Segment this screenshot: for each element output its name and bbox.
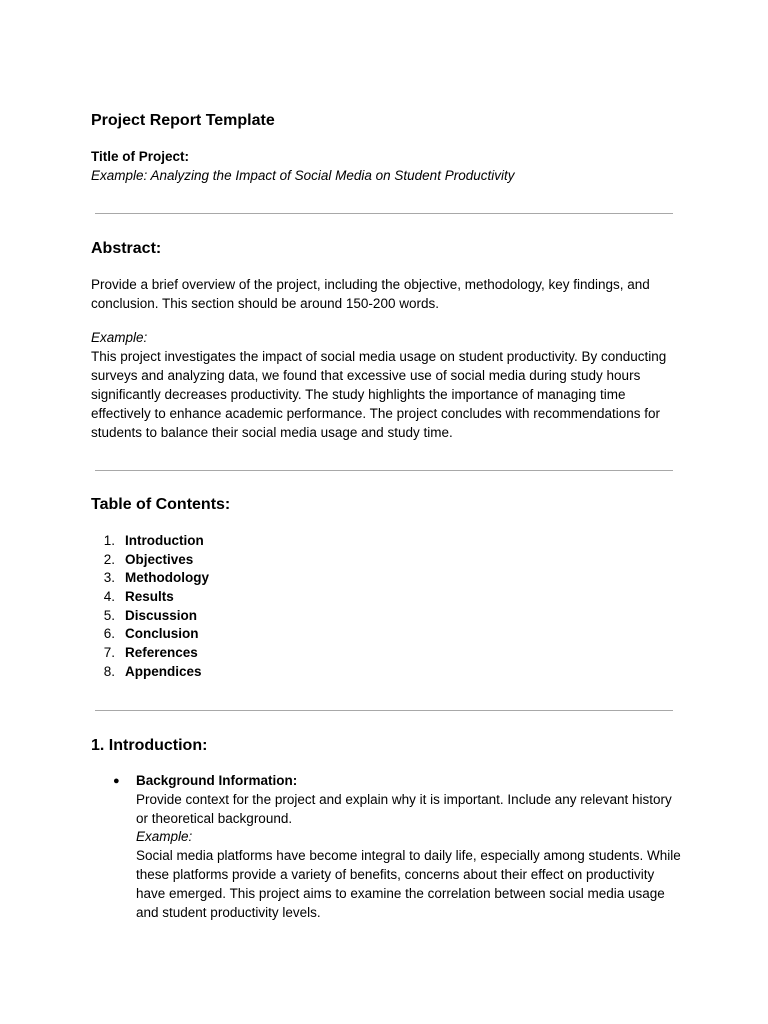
toc-item-label: Methodology: [125, 570, 209, 586]
toc-item-label: Introduction: [125, 533, 204, 548]
list-item: [91, 772, 681, 922]
document-title: Project Report Template: [91, 112, 275, 129]
toc-item-number: 8.: [103, 663, 115, 679]
abstract-example: [91, 328, 681, 442]
toc-item-results[interactable]: [91, 588, 209, 607]
toc-item-conclusion[interactable]: [91, 625, 209, 644]
toc-item-number: 2.: [103, 551, 115, 567]
bullet-text: Provide context for the project and explain why it is important. Include any relevant history or theoretical background.: [136, 791, 672, 826]
introduction-bullet-list: [91, 772, 681, 922]
toc-item-appendices[interactable]: [91, 663, 209, 682]
toc-item-label: References: [125, 645, 198, 661]
bullet-example-text: Social media platforms have become integral to daily life, especially among students. While these platforms provide a variety of benefits, concerns about their effect on productivity have emerged. This project aims to examine the correlation between social media usage and student productivity levels.: [136, 848, 681, 920]
toc-item-label: Appendices: [125, 663, 202, 679]
toc-item-discussion[interactable]: [91, 607, 209, 626]
toc-item-label: Discussion: [125, 607, 198, 623]
bullet-icon: ●: [113, 775, 120, 787]
toc-item-number: 1.: [103, 533, 115, 548]
abstract-heading: Abstract:: [91, 240, 162, 257]
section-divider: [95, 213, 673, 214]
toc-item-label: Results: [125, 589, 174, 605]
toc-item-number: 6.: [103, 626, 115, 642]
introduction-heading: 1. Introduction:: [91, 737, 208, 754]
abstract-example-label: Example:: [91, 330, 148, 345]
toc-list: [91, 532, 209, 682]
section-divider: [95, 710, 673, 711]
section-divider: [95, 470, 673, 471]
toc-item-label: Objectives: [125, 551, 194, 567]
toc-item-number: 5.: [103, 607, 115, 623]
abstract-instruction: Provide a brief overview of the project, including the objective, methodology, key findings, and conclusion. This section should be around 150-200 words.: [91, 277, 650, 311]
toc-item-references[interactable]: [91, 644, 209, 663]
toc-item-number: 4.: [103, 589, 115, 605]
toc-item-number: 3.: [103, 570, 115, 586]
title-of-project-example: Example: Analyzing the Impact of Social Media on Student Productivity: [91, 168, 515, 183]
toc-item-objectives[interactable]: [91, 551, 209, 570]
toc-item-number: 7.: [103, 645, 115, 661]
toc-item-methodology[interactable]: [91, 569, 209, 588]
toc-item-label: Conclusion: [125, 626, 199, 642]
abstract-example-text: This project investigates the impact of social media usage on student productivity. By conducting surveys and analyzing data, we found that excessive use of social media during study hours significantly decreases productivity. The study highlights the importance of managing time effectively to enhance academic performance. The project concludes with recommendations for students to balance their social media usage and study time.: [91, 349, 667, 440]
bullet-title: Background Information:: [136, 773, 298, 788]
toc-heading: Table of Contents:: [91, 496, 231, 513]
toc-item-introduction[interactable]: [91, 532, 209, 551]
title-of-project-label: Title of Project:: [91, 149, 190, 164]
bullet-example-label: Example:: [136, 829, 193, 845]
